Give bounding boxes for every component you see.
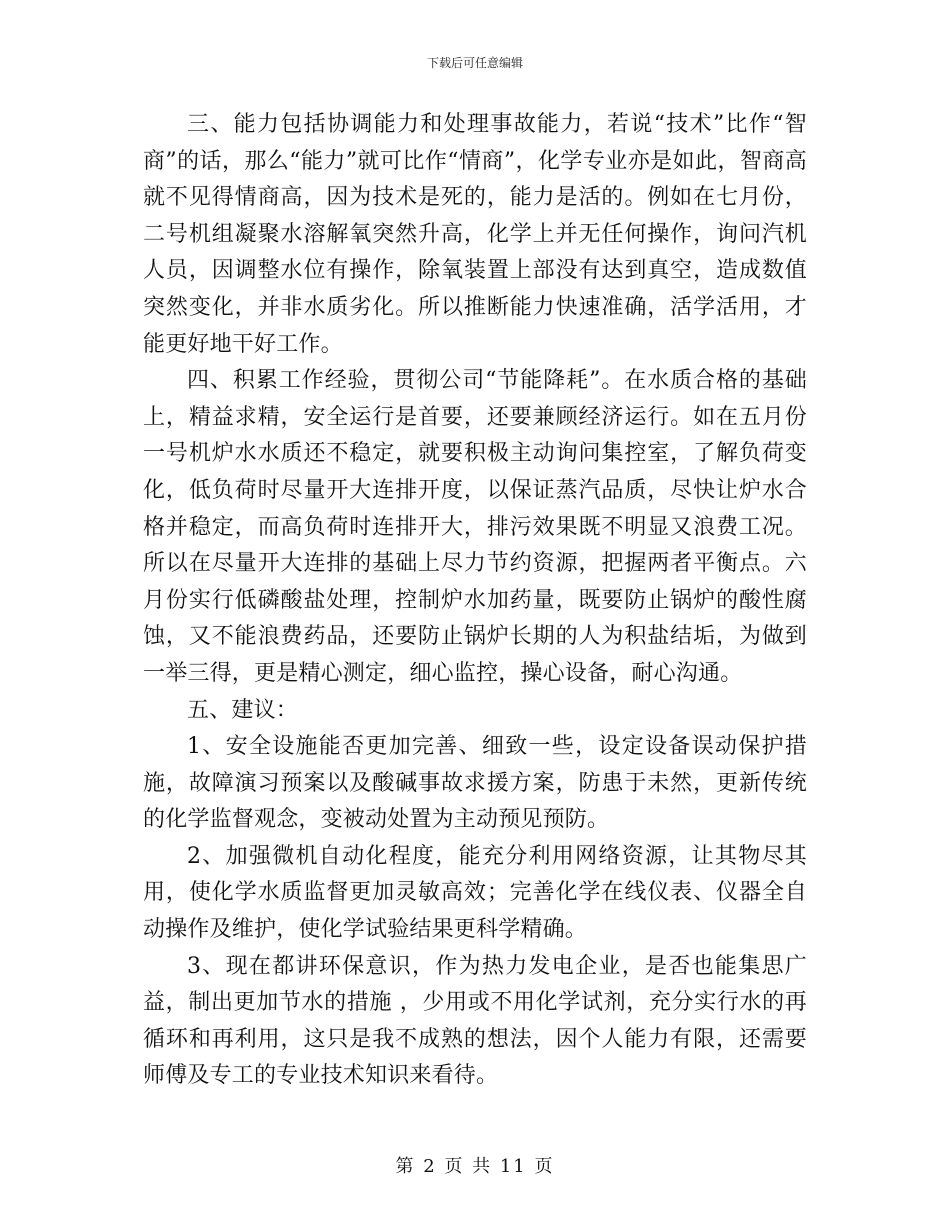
paragraph-suggestion-2: 2、加强微机自动化程度，能充分利用网络资源，让其物尽其用，使化学水质监督更加灵敏高效；完善化学在线仪表、仪器全自动操作及维护，使化学试验结果更科学精确。: [143, 843, 807, 943]
page-number: 第 2 页 共 11 页: [395, 1156, 555, 1177]
paragraph-suggestion-1: 1、安全设施能否更加完善、细致一些，设定设备误动保护措施，故障演习预案以及酸碱事故求援方案，防患于未然，更新传统的化学监督观念，变被动处置为主动预见预防。: [143, 734, 807, 833]
paragraph-ability: 三、能力包括协调能力和处理事故能力，若说“技术”比作“智商”的话，那么“能力”就可比作“情商”，化学专业亦是如此，智商高就不见得情商高，因为技术是死的，能力是活的。例如在七月份，二号机组凝聚水溶解氧突然升高，化学上并无任何操作，询问汽机人员，因调整水位有操作，除氧装置上部没有达到真空，造成数值突然变化，并非水质劣化。所以推断能力快速准确，活学活用，才能更好地干好工作。: [143, 112, 807, 357]
paragraph-suggestions-heading: 五、建议：: [187, 697, 299, 723]
page-header: [0, 54, 950, 71]
page-footer: [0, 1152, 950, 1178]
document-body: [143, 107, 807, 1095]
paragraph-suggestion-3: 3、现在都讲环保意识，作为热力发电企业，是否也能集思广益，制出更加节水的措施 ，少用或不用化学试剂，充分实行水的再循环和再利用，这只是我不成熟的想法，因个人能力有限，还需要师傅及专工的专业技术知识来看待。: [143, 953, 807, 1089]
download-note: 下载后可任意编辑: [426, 56, 523, 70]
paragraph-experience: 四、积累工作经验，贯彻公司“节能降耗”。在水质合格的基础上，精益求精，安全运行是首要，还要兼顾经济运行。如在五月份一号机炉水水质还不稳定，就要积极主动询问集控室，了解负荷变化，低负荷时尽量开大连排开度，以保证蒸汽品质，尽快让炉水合格并稳定，而高负荷时连排开大，排污效果既不明显又浪费工况。所以在尽量开大连排的基础上尽力节约资源，把握两者平衡点。六月份实行低磷酸盐处理，控制炉水加药量，既要防止锅炉的酸性腐蚀，又不能浪费药品，还要防止锅炉长期的人为积盐结垢，为做到一举三得，更是精心测定，细心监控，操心设备，耐心沟通。: [143, 368, 807, 686]
